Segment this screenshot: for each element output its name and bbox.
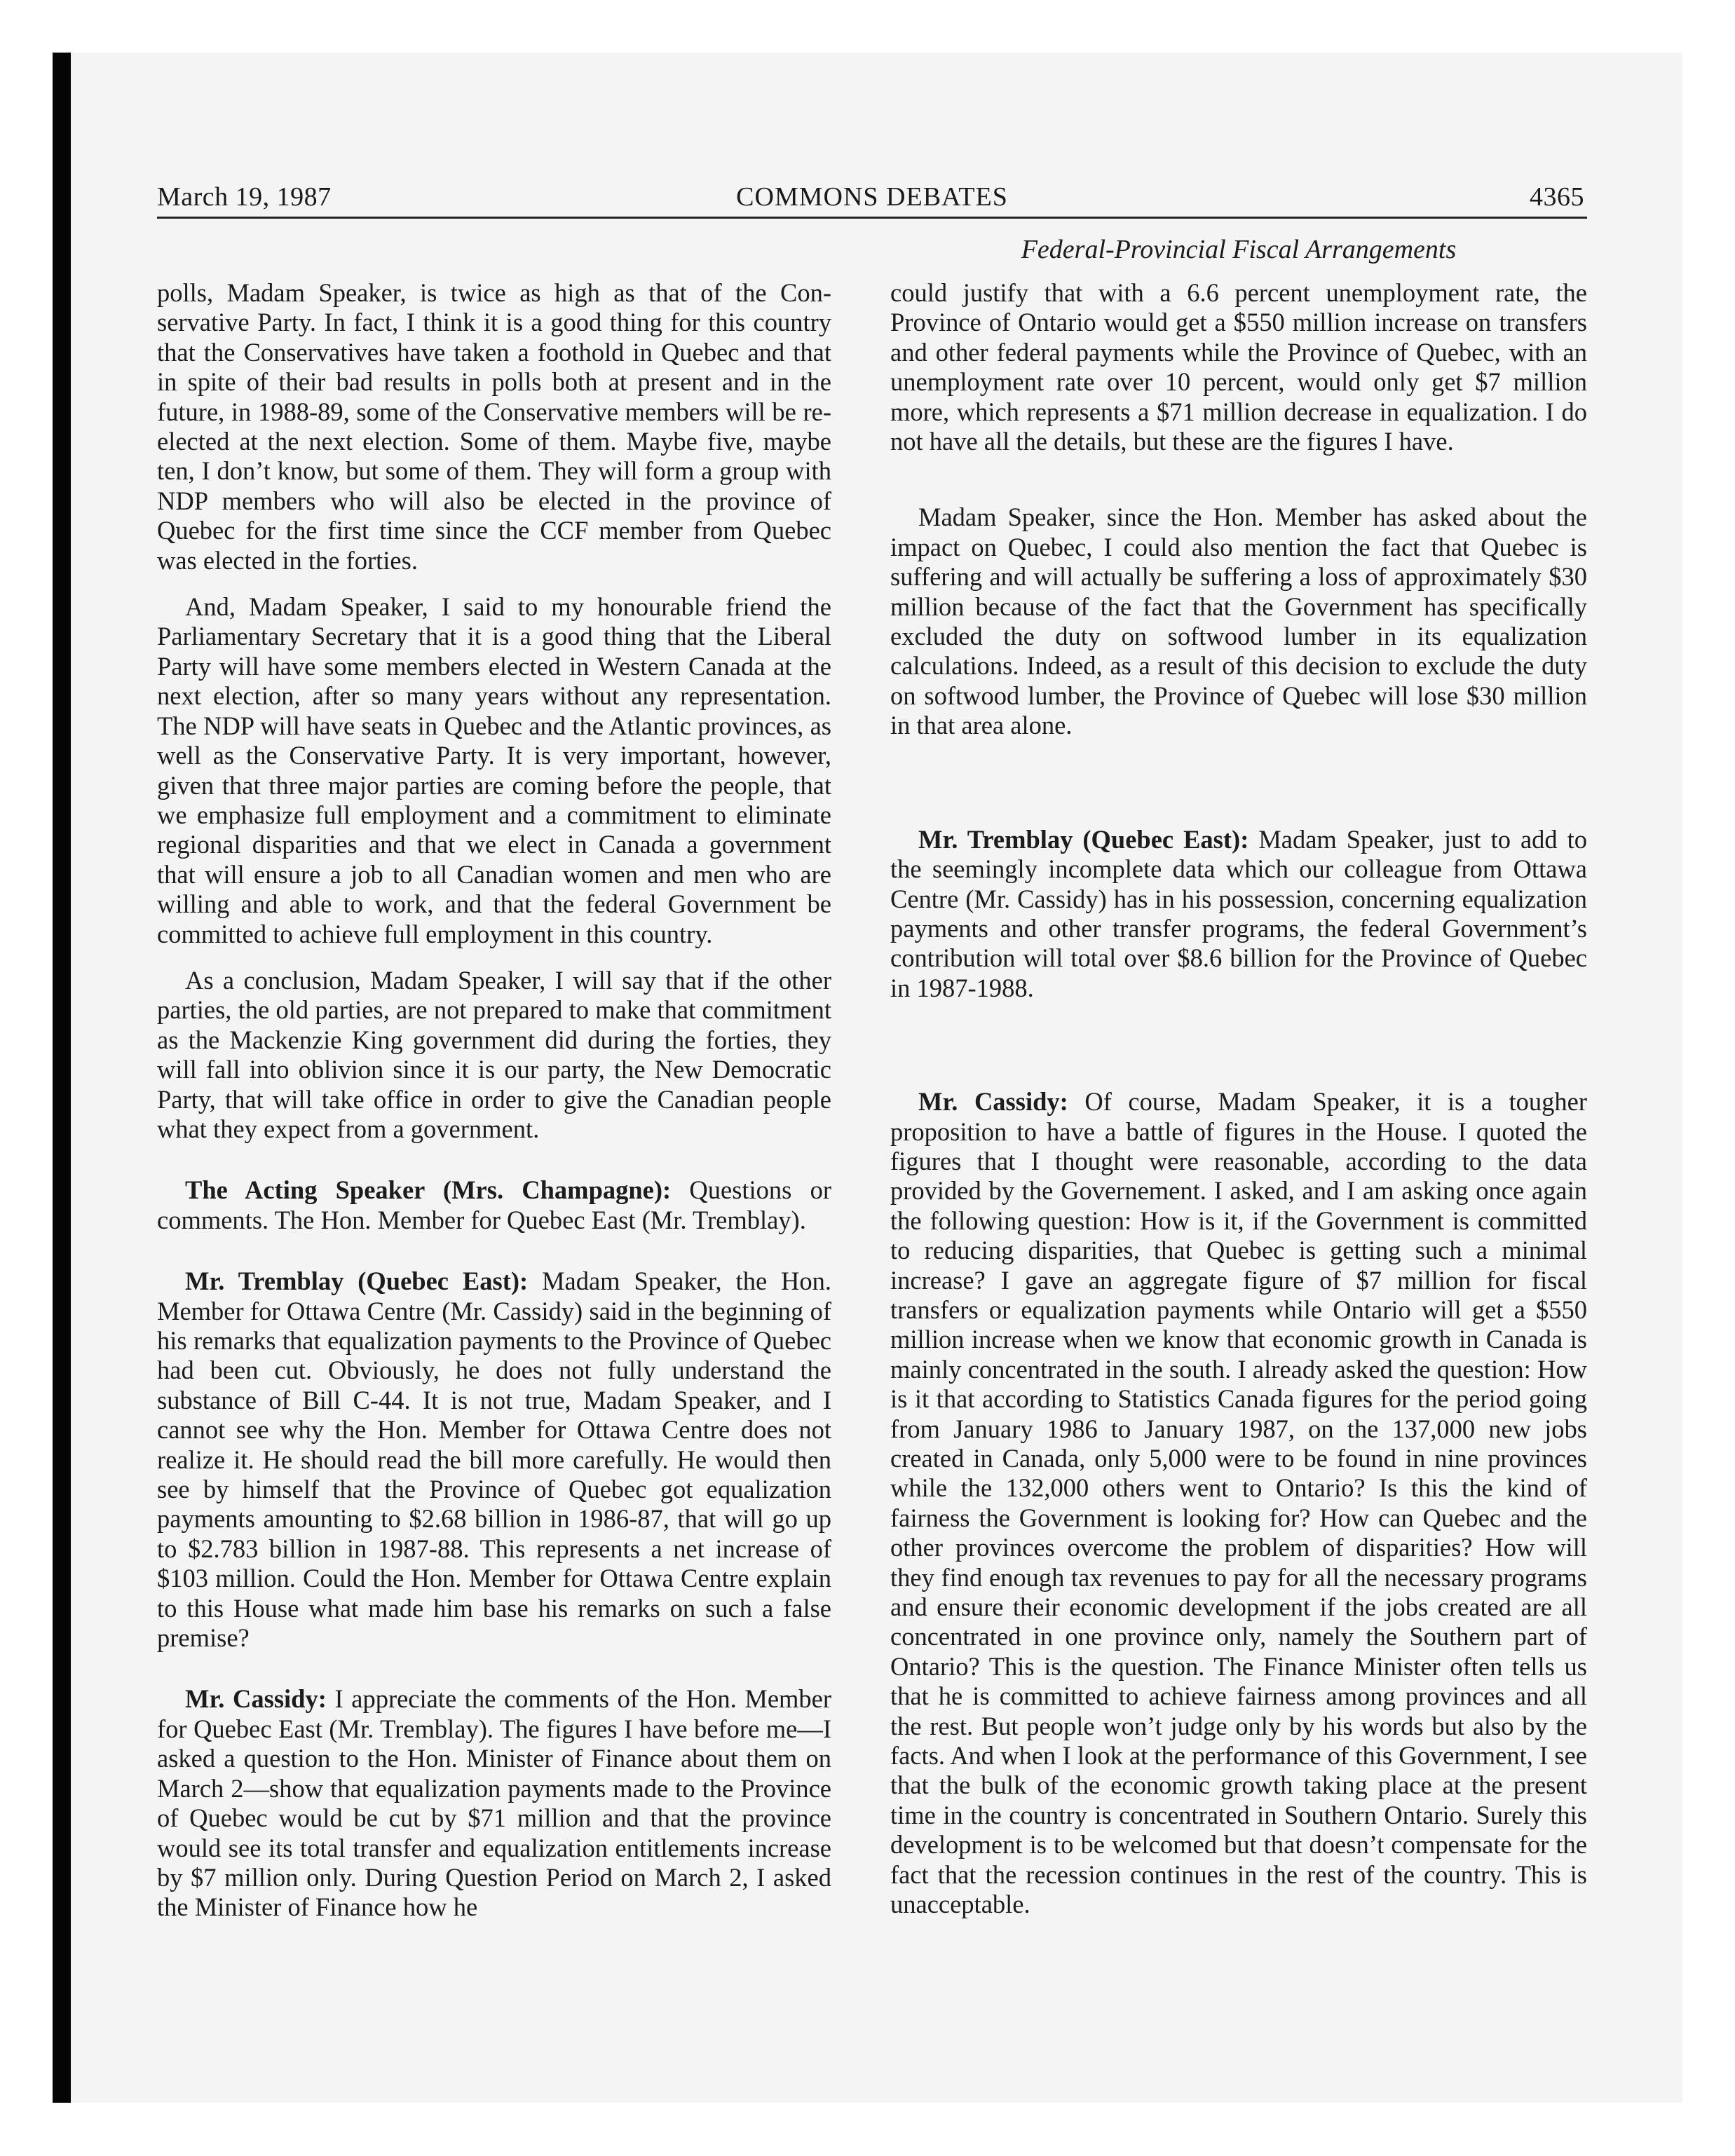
paragraph: Madam Speaker, since the Hon. Member has asked about the impact on Quebec, I could also mention the fact that Quebec is suffering and will actually be suffering a loss of approximately $30 million because of the fact that the Government has specifically excluded the duty on softwood lumber in its equalization calculations. Indeed, as a result of this decision to exclude the duty on softwood lumber, the Province of Quebec will lose $30 million in that area alone. (890, 503, 1587, 740)
paragraph: polls, Madam Speaker, is twice as high as that of the Conservative Party. In fact, I think it is a good thing for this country that the Conservatives have taken a foothold in Quebec and that in spite of their bad results in polls both at present and in the future, in 1988-89, some of the Conservative members will be re-elected at the next election. Some of them. Maybe five, maybe ten, I don’t know, but some of them. They will form a group with NDP members who will also be elected in the province of Quebec for the first time since the CCF member from Quebec was elected in the forties. (157, 278, 831, 575)
speech-paragraph: Mr. Cassidy: I appreciate the comments of the Hon. Member for Quebec East (Mr. Tremblay). The figures I have before me—I asked a question to the Hon. Minister of Finance about them on March 2—show that equalization payments made to the Province of Quebec would be cut by $71 million and that the province would see its total transfer and equalization entitlements increase by $7 million only. During Question Period on March 2, I asked the Minister of Finance how he (157, 1684, 832, 1922)
left-column (157, 278, 831, 1923)
binding-edge (53, 53, 71, 2103)
speaker-name: The Acting Speaker (Mrs. Champagne): (185, 1175, 672, 1205)
header-publication: COMMONS DEBATES (736, 182, 1008, 212)
speaker-name: Mr. Cassidy: (918, 1087, 1068, 1117)
speech-paragraph: Mr. Cassidy: Of course, Madam Speaker, it is a tougher proposition to have a battle of figures in the House. I quoted the figures that I thought were reasonable, according to the data provided by the Governement. I asked, and I am asking once again the following question: How is it, if the Government is committed to reducing disparities, that Quebec is getting such a minimal increase? I gave an aggregate figure of $7 million for fiscal transfers or equalization payments while Ontario will get a $550 million increase when we know that economic growth in Canada is mainly concentrated in the south. I already asked the question: How is it that according to Statistics Canada figures for the period going from January 1986 to January 1987, on the 137,000 new jobs created in Canada, only 5,000 were to be found in nine provinces while the 132,000 others went to Ontario? Is this the kind of fairness the Government is looking for? How can Quebec and the other provinces overcome the problem of disparities? How will they find enough tax revenues to pay for all the necessary programs and ensure their economic development if the jobs created are all concentrated in one province only, namely the Southern part of Ontario? This is the question. The Finance Minister often tells us that he is committed to achieve fairness among provinces and all the rest. But people won’t judge only by his words but also by the facts. And when I look at the performance of this Government, I see that the bulk of the economic growth taking place at the present time in the country is concentrated in Southern Ontario. Surely this development is to be welcomed but that doesn’t compensate for the fact that the recession continues in the rest of the country. This is unacceptable. (890, 1087, 1587, 1919)
subject-heading: Federal-Provincial Fiscal Arrangements (1021, 235, 1457, 264)
speech-paragraph: Mr. Tremblay (Quebec East): Madam Speaker, the Hon. Member for Ottawa Centre (Mr. Cassidy) said in the beginning of his remarks that equalization payments to the Province of Quebec had been cut. Obviously, he does not fully understand the substance of Bill C-44. It is not true, Madam Speaker, and I cannot see why the Hon. Member for Ottawa Centre does not realize it. He should read the bill more carefully. He would then see by himself that the Province of Quebec got equalization payments amounting to $2.68 billion in 1986-87, that will go up to $2.783 billion in 1987-88. This represents a net increase of $103 million. Could the Hon. Member for Ottawa Centre explain to this House what made him base his remarks on such a false premise? (157, 1267, 832, 1653)
speech-paragraph: The Acting Speaker (Mrs. Champagne): Questions or comments. The Hon. Member for Quebec East (Mr. Tremblay). (157, 1175, 831, 1234)
speech-paragraph: Mr. Tremblay (Quebec East): Madam Speaker, just to add to the seemingly incomplete data which our colleague from Ottawa Centre (Mr. Cassidy) has in his possession, concerning equalization payments and other transfer programs, the federal Government’s contribution will total over $8.6 billion for the Province of Quebec in 1987-1988. (890, 824, 1588, 1002)
paragraph: As a conclusion, Madam Speaker, I will say that if the other parties, the old parties, are not prepared to make that commitment as the Mackenzie King government did during the forties, they will fall into oblivion since it is our party, the New Democratic Party, that will take office in order to give the Canadian people what they expect from a government. (157, 965, 831, 1143)
paragraph: could justify that with a 6.6 percent unemployment rate, the Province of Ontario would get a $550 million increase on transfers and other federal payments while the Province of Quebec, with an unemployment rate over 10 percent, would only get $7 million more, which represents a $71 million decrease in equalization. I do not have all the details, but these are the figures I have. (890, 278, 1587, 456)
speaker-name: Mr. Tremblay (Quebec East): (918, 824, 1249, 854)
speaker-name: Mr. Cassidy: (185, 1684, 327, 1714)
speaker-name: Mr. Tremblay (Quebec East): (185, 1267, 529, 1296)
right-column (890, 278, 1587, 1920)
running-head (157, 177, 1587, 219)
paragraph: And, Madam Speaker, I said to my honourable friend the Parliamentary Secretary that it is a good thing that the Liberal Party will have some members elected in Western Canada at the next election, after so many years without any representation. The NDP will have seats in Quebec and the Atlantic provinces, as well as the Conservative Party. It is very important, however, given that three major parties are coming before the people, that we emphasize full employment and a commitment to eliminate regional disparities and that we elect in Canada a government that will ensure a job to all Canadian women and men who are willing and able to work, and that the federal Government be committed to achieve full employment in this country. (157, 592, 831, 948)
header-page-number: 4365 (1530, 182, 1584, 212)
header-date: March 19, 1987 (157, 182, 332, 212)
